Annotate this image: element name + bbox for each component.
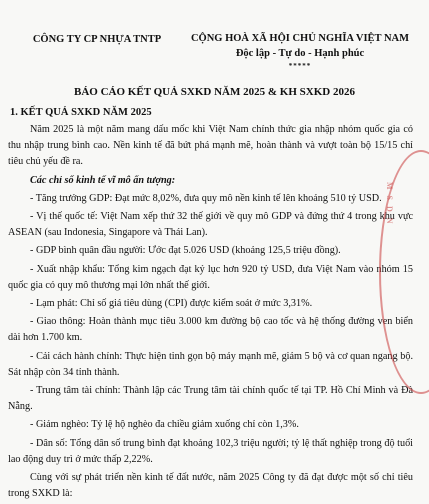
report-body	[8, 122, 413, 504]
bullet-import-export: - Xuất nhập khẩu: Tổng kim ngạch đạt kỷ lục hơn 920 tỷ USD, đưa Việt Nam vào nhóm 15 quốc gia có quy mô thương mại lớn nhất thế giới.	[8, 263, 413, 291]
republic-name: CỘNG HOÀ XÃ HỘI CHỦ NGHĨA VIỆT NAM	[190, 33, 410, 44]
bullet-admin-reform: - Cải cách hành chính: Thực hiện tinh gọn bộ máy mạnh mẽ, giảm 5 bộ và cơ quan ngang bộ. Sát nhập còn 34 tỉnh thành.	[8, 350, 413, 378]
national-header	[180, 33, 420, 70]
bullet-financial-center: - Trung tâm tài chính: Thành lập các Trung tâm tài chính quốc tế tại TP. Hồ Chí Minh và Đà Nẵng.	[8, 385, 413, 413]
bullet-gdp-per-capita: - GDP bình quân đầu người: Ước đạt 5.026 USD (khoảng 125,5 triệu đồng).	[30, 245, 341, 257]
company-name: CÔNG TY CP NHỰA TNTP	[32, 34, 162, 45]
closing-paragraph: Cùng với sự phát triển nền kinh tế đất nước, năm 2025 Công ty đã đạt được một số chỉ tiêu trong SXKD là:	[8, 472, 413, 500]
bullet-international-position: - Vị thế quốc tế: Việt Nam xếp thứ 32 thế giới về quy mô GDP và đứng thứ 4 trong khu vực ASEAN (sau Indonesia, Singapore và Thái Lan).	[8, 211, 413, 239]
subheading-macro: Các chỉ số kinh tế vĩ mô ấn tượng:	[30, 174, 176, 186]
national-motto: Độc lập - Tự do - Hạnh phúc	[235, 48, 365, 59]
header-stars: *****	[288, 62, 312, 70]
section-heading: 1. KẾT QUẢ SXKD NĂM 2025	[10, 107, 152, 118]
bullet-transport: - Giao thông: Hoàn thành mục tiêu 3.000 km đường bộ cao tốc và hệ thống đường ven biển dài hơn 1.700 km.	[8, 316, 413, 344]
intro-paragraph: Năm 2025 là một năm mang dấu mốc khi Việt Nam chính thức gia nhập nhóm quốc gia có thu nhập trung bình cao. Nền kinh tế đã bứt phá mạnh mẽ, hoàn thành và vượt toàn bộ 15/15 chỉ tiêu chủ yếu đề ra.	[8, 124, 413, 168]
bullet-poverty: - Giảm nghèo: Tỷ lệ hộ nghèo đa chiều giảm xuống chỉ còn 1,3%.	[30, 419, 299, 431]
bullet-population: - Dân số: Tổng dân số trung bình đạt khoảng 102,3 triệu người; tỷ lệ thất nghiệp trong độ tuổi lao động duy trì ở mức thấp 2,22%.	[8, 437, 413, 465]
bullet-gdp-growth: - Tăng trưởng GDP: Đạt mức 8,02%, đưa quy mô nền kinh tế lên khoảng 510 tỷ USD.	[30, 192, 382, 204]
stamp-text: M S D N	[385, 182, 394, 226]
bullet-inflation: - Lạm phát: Chỉ số giá tiêu dùng (CPI) được kiểm soát ở mức 3,31%.	[30, 298, 313, 310]
report-title: BÁO CÁO KẾT QUẢ SXKD NĂM 2025 & KH SXKD 2026	[74, 86, 355, 98]
